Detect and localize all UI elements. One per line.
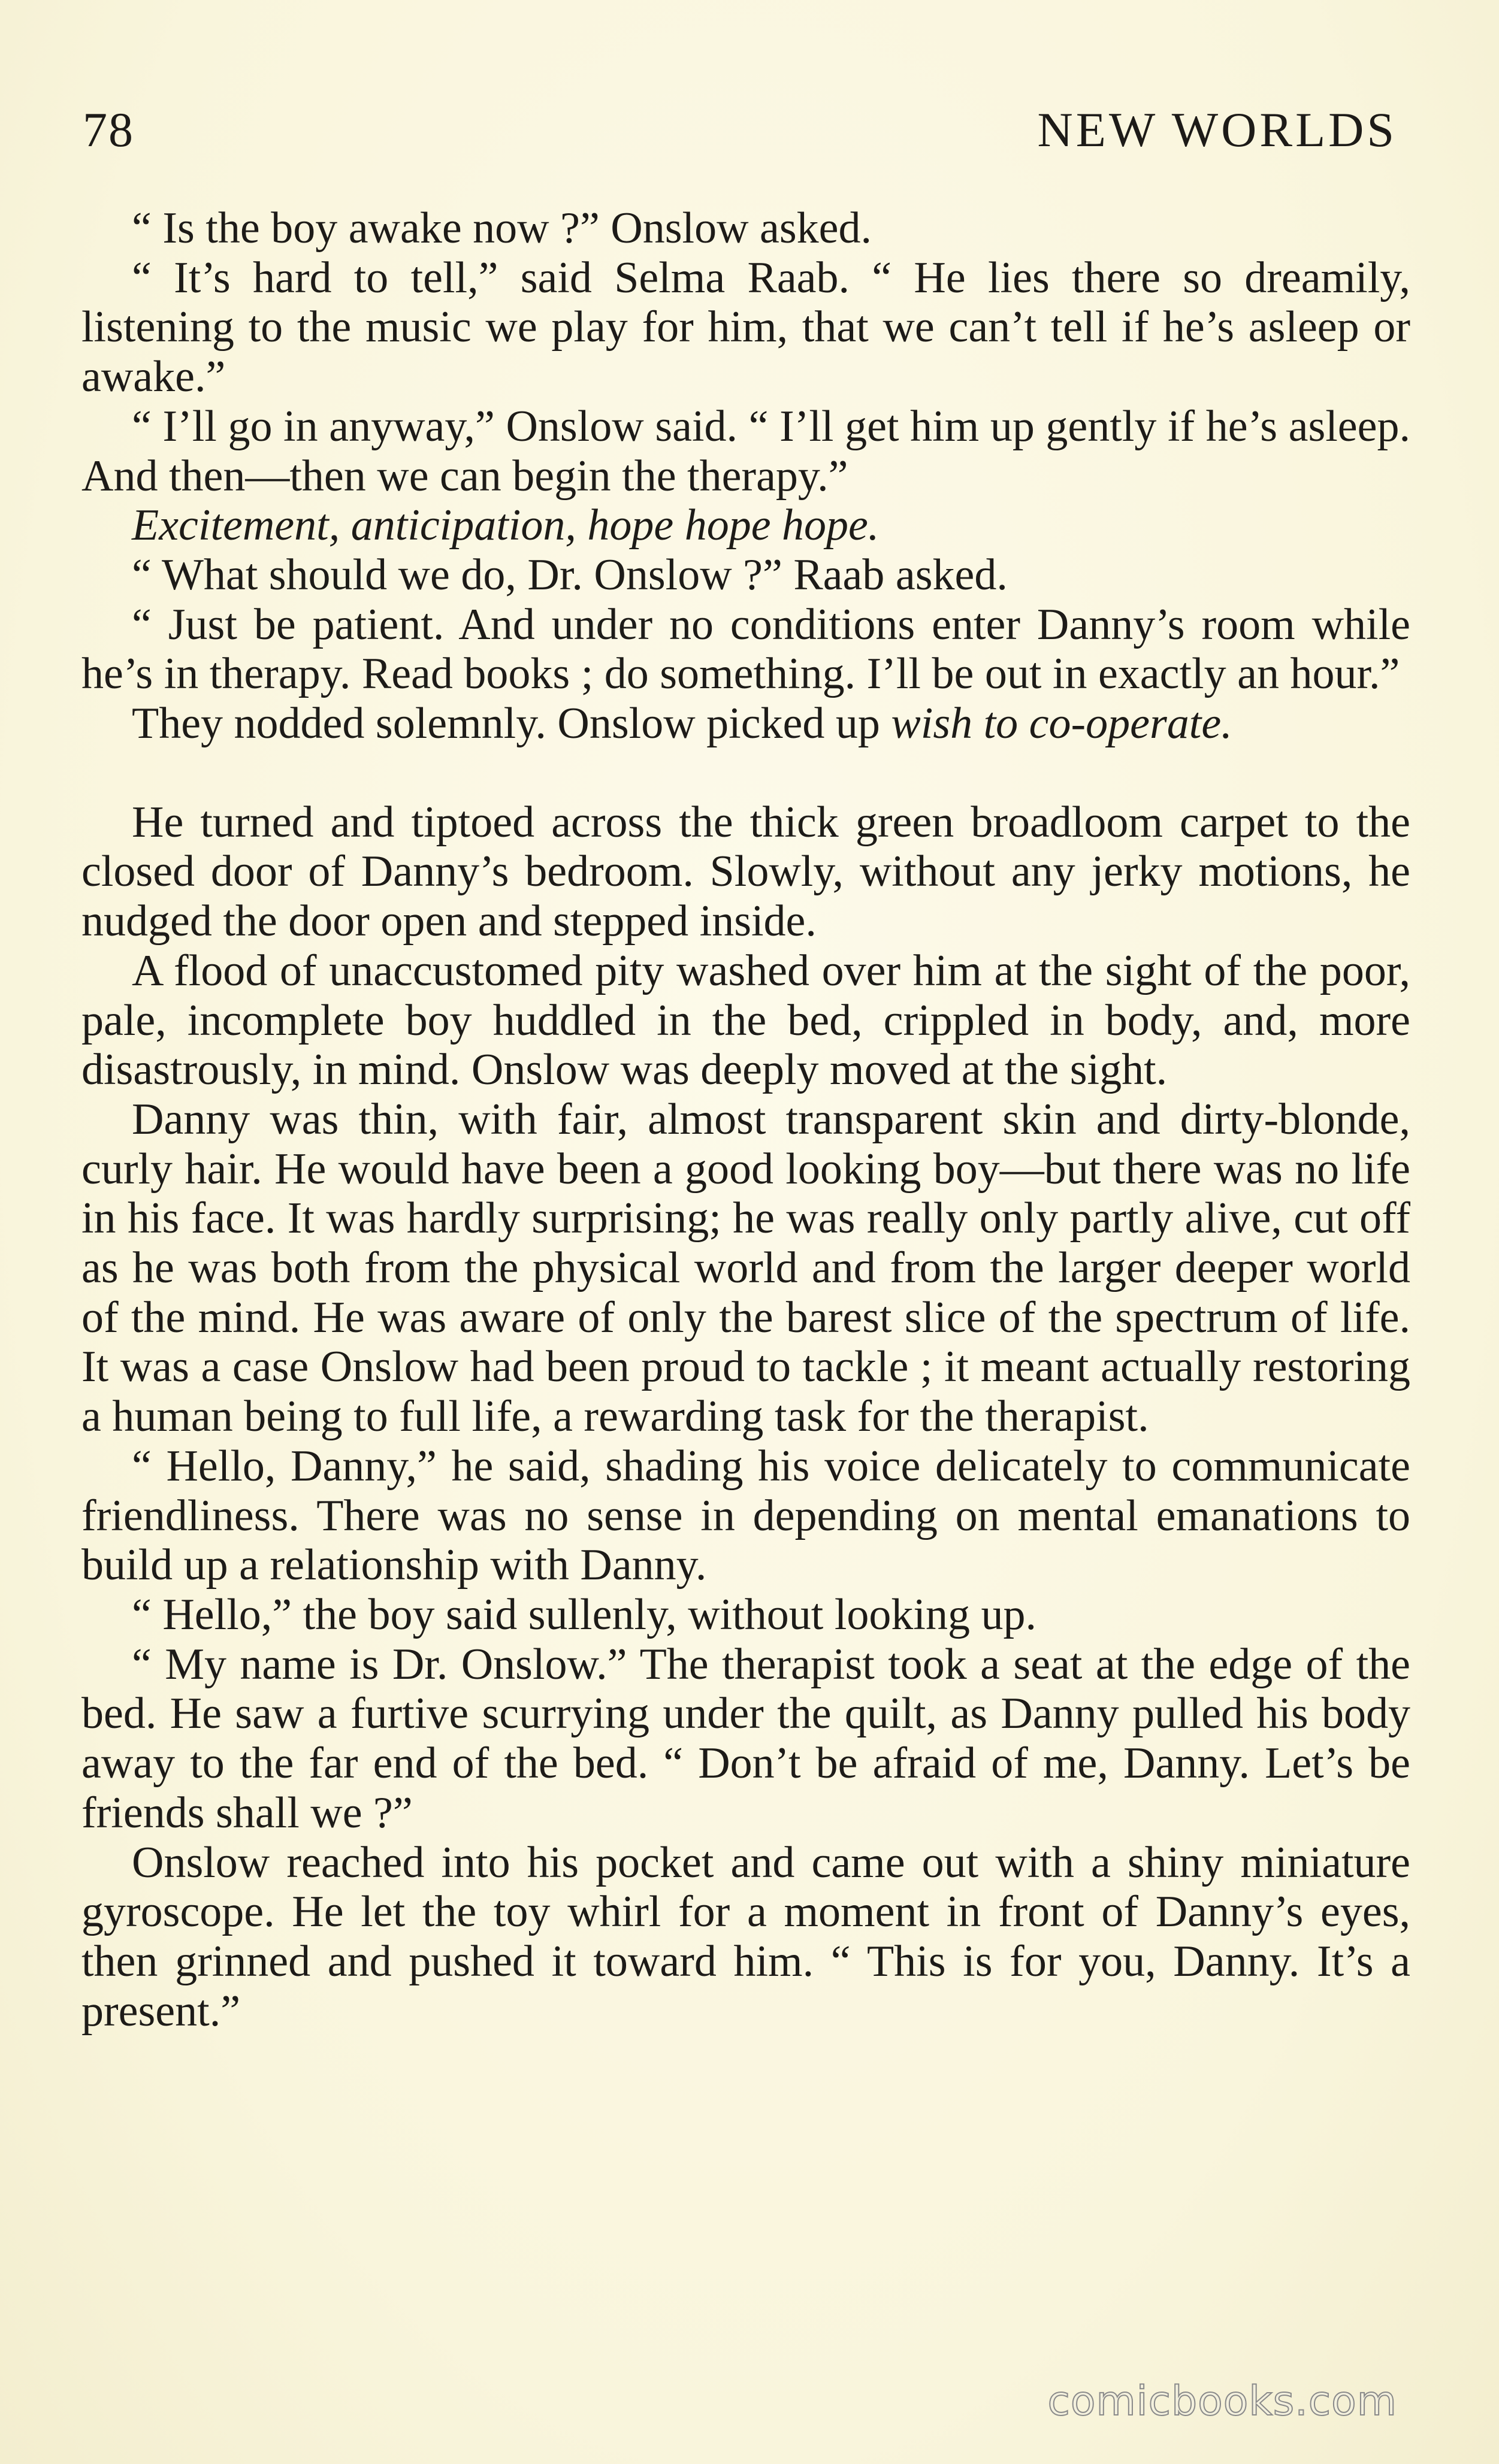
page-number: 78 bbox=[83, 102, 134, 157]
paragraph bbox=[81, 699, 1410, 749]
paragraph: “ What should we do, Dr. Onslow ?” Raab asked. bbox=[132, 550, 1008, 600]
italic-thought: Excitement, anticipation, hope hope hope. bbox=[132, 501, 880, 550]
paragraph: “ I’ll go in anyway,” Onslow said. “ I’ll get him up gently if he’s asleep. And then—then we can begin the therapy.” bbox=[81, 401, 1410, 501]
paragraph: Danny was thin, with fair, almost transparent skin and dirty-blonde, curly hair. He would have been a good looking boy—but there was no life in his face. It was hardly surprising; he was really only partly alive, cut off as he was both from the physical world and from the larger deeper world of the mind. He was aware of only the barest slice of the spectrum of life. It was a case Onslow had been proud to tackle ; it meant actually restoring a human being to full life, a rewarding task for the therapist. bbox=[81, 1094, 1410, 1442]
paragraph: “ Is the boy awake now ?” Onslow asked. bbox=[132, 204, 872, 253]
paragraph: Onslow reached into his pocket and came out with a shiny miniature gyroscope. He let the toy whirl for a moment in front of Danny’s eyes, then grinned and pushed it toward him. “ This is for you, Danny. It’s a present.” bbox=[81, 1838, 1410, 2036]
paragraph: He turned and tiptoed across the thick green broadloom carpet to the closed door of Danny’s bedroom. Slowly, without any jerky motions, he nudged the door open and stepped inside. bbox=[81, 797, 1410, 946]
paragraph-text: They nodded solemnly. Onslow picked up bbox=[132, 699, 891, 749]
paragraph: “ My name is Dr. Onslow.” The therapist took a seat at the edge of the bed. He saw a furtive scurrying under the quilt, as Danny pulled his body away to the far end of the bed. “ Don’t be afraid of me, Danny. Let’s be friends shall we ?” bbox=[81, 1639, 1410, 1838]
paragraph: “ Hello, Danny,” he said, shading his voice delicately to communicate friendliness. There was no sense in depending on mental emanations to build up a relationship with Danny. bbox=[81, 1441, 1410, 1590]
watermark-logo: comicbooks.com bbox=[1047, 2378, 1397, 2425]
italic-phrase: wish to co-operate. bbox=[891, 699, 1232, 749]
running-title: NEW WORLDS bbox=[1037, 102, 1397, 157]
paragraph: “ Hello,” the boy said sullenly, without looking up. bbox=[132, 1590, 1036, 1639]
paragraph: “ It’s hard to tell,” said Selma Raab. “ He lies there so dreamily, listening to the music we play for him, that we can’t tell if he’s asleep or awake.” bbox=[81, 253, 1410, 402]
body-text bbox=[81, 204, 1410, 2036]
paragraph: “ Just be patient. And under no conditions enter Danny’s room while he’s in therapy. Read books ; do something. I’ll be out in exactly an hour.” bbox=[81, 600, 1410, 699]
running-head bbox=[83, 102, 1397, 168]
paragraph: A flood of unaccustomed pity washed over him at the sight of the poor, pale, incomplete boy huddled in the bed, crippled in body, and, more disastrously, in mind. Onslow was deeply moved at the sight. bbox=[81, 946, 1410, 1095]
